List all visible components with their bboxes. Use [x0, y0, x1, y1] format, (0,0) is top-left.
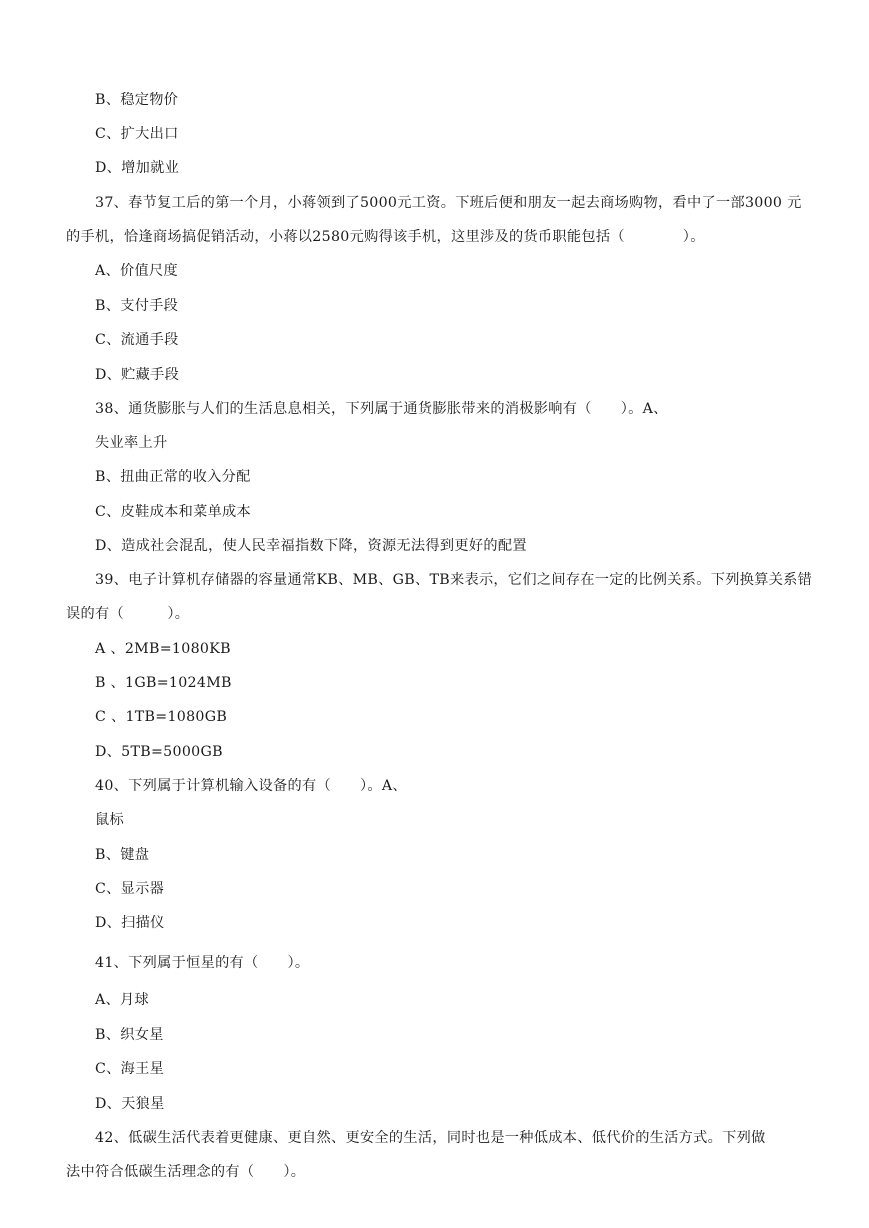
option-36-d: D、增加就业: [95, 160, 180, 176]
option-38-a: 失业率上升: [95, 435, 168, 451]
option-37-d: D、贮藏手段: [95, 367, 180, 383]
option-37-c: C、流通手段: [95, 332, 179, 348]
option-40-d: D、扫描仪: [95, 915, 165, 931]
option-36-c: C、扩大出口: [95, 126, 179, 142]
option-40-a: 鼠标: [95, 812, 124, 828]
question-42-line-1: 42、低碳生活代表着更健康、更自然、更安全的生活，同时也是一种低成本、低代价的生活方式。下列做: [95, 1130, 766, 1146]
option-36-b: B、稳定物价: [95, 92, 179, 108]
option-41-c: C、海王星: [95, 1061, 165, 1077]
question-40: 40、下列属于计算机输入设备的有（ ）。A、: [95, 778, 407, 794]
option-41-b: B、织女星: [95, 1027, 164, 1043]
question-37-line-1: 37、春节复工后的第一个月，小蒋领到了5000元工资。下班后便和朋友一起去商场购物，看中了一部3000 元: [95, 195, 802, 211]
question-42-line-2: 法中符合低碳生活理念的有（ ）。: [66, 1164, 306, 1180]
option-39-d: D、5TB=5000GB: [95, 744, 223, 760]
question-37-line-2: 的手机，恰逢商场搞促销活动，小蒋以2580元购得该手机，这里涉及的货币职能包括（ ）。: [66, 229, 705, 245]
option-39-a: A 、2MB=1080KB: [95, 641, 231, 657]
option-40-b: B、键盘: [95, 847, 150, 863]
option-39-b: B 、1GB=1024MB: [95, 675, 232, 691]
option-41-d: D、天狼星: [95, 1096, 165, 1112]
question-39-line-2: 误的有（ ）。: [66, 606, 190, 622]
option-38-b: B、扭曲正常的收入分配: [95, 469, 251, 485]
question-38: 38、通货膨胀与人们的生活息息相关，下列属于通货膨胀带来的消极影响有（ ）。A、: [95, 401, 668, 417]
option-39-c: C 、1TB=1080GB: [95, 709, 228, 725]
option-38-c: C、皮鞋成本和菜单成本: [95, 504, 252, 520]
question-41: 41、下列属于恒星的有（ ）。: [95, 955, 310, 971]
question-39-line-1: 39、电子计算机存储器的容量通常KB、MB、GB、TB来表示，它们之间存在一定的比例关系。下列换算关系错: [95, 572, 813, 588]
option-41-a: A、月球: [95, 992, 150, 1008]
option-40-c: C、显示器: [95, 881, 165, 897]
option-37-a: A、价值尺度: [95, 263, 178, 279]
option-37-b: B、支付手段: [95, 298, 179, 314]
option-38-d: D、造成社会混乱，使人民幸福指数下降，资源无法得到更好的配置: [95, 538, 527, 554]
